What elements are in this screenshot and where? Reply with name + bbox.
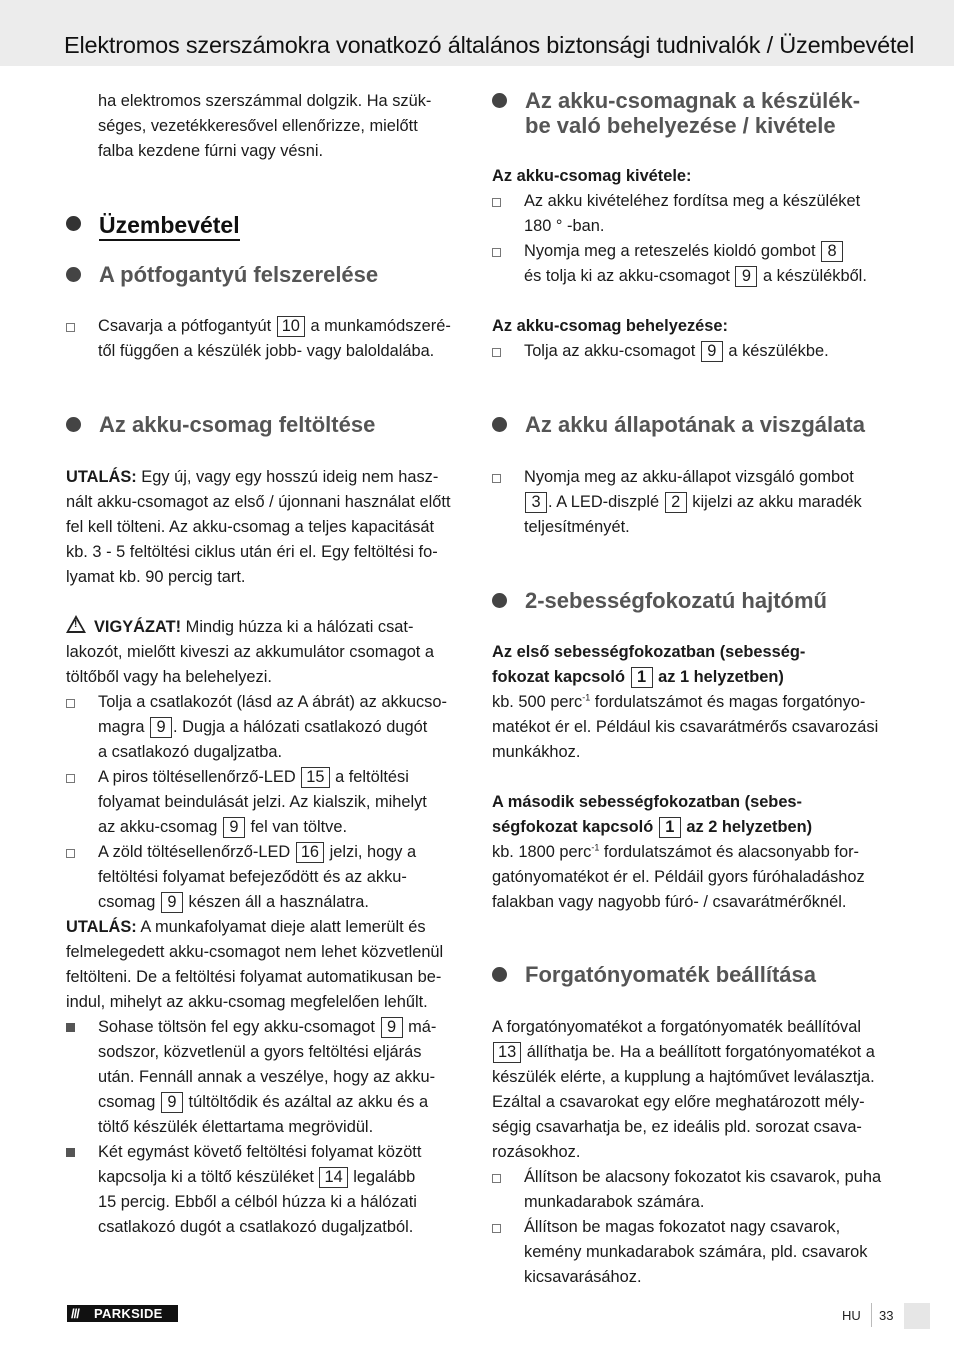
ref-number: 9 (223, 817, 245, 838)
checkbox-bullet-icon (66, 323, 75, 332)
ref-number: 9 (161, 892, 183, 913)
ref-number: 8 (821, 241, 843, 262)
ref-number: 9 (701, 341, 723, 362)
checkbox-bullet-icon (492, 248, 501, 257)
checkbox-bullet-icon (492, 1174, 501, 1183)
insert-label: Az akku-csomag behelyezése: (492, 317, 728, 335)
bullet-icon (492, 93, 507, 108)
bullet-icon (492, 417, 507, 432)
ref-number: 9 (150, 717, 172, 738)
page-number: 33 (879, 1308, 894, 1323)
checkbox-bullet-icon (66, 774, 75, 783)
ref-number: 3 (525, 492, 547, 513)
parkside-logo: /// PARKSIDE (67, 1305, 178, 1322)
checkbox-bullet-icon (66, 849, 75, 858)
footer-divider (871, 1303, 872, 1327)
warning-text: !VIGYÁZAT! Mindig húzza ki a hálózati csat- lakozót, mielőtt kiveszi az akkumulátor csomagot a töltőből vagy ha belehelyezi. (66, 615, 468, 690)
ref-number: 9 (381, 1017, 403, 1038)
note-text: UTALÁS: Egy új, vagy egy hosszú ideig nem hasz- nált akku-csomagot az első / újonnani használat előtt fel kell tölteni. Az akku-csomag a teljes kapacitását kb. 3 - 5 feltöltési ciklus után éri el. Egy feltöltési fo- lyamat kb. 90 percig tart. (66, 468, 451, 586)
intro-text: ha elektromos szerszámmal dolgzik. Ha szük- séges, vezetékkeresővel ellenőrizze, mielőtt falba kezdene fúrni vagy vésni. (98, 92, 432, 160)
bullet-icon (66, 216, 81, 231)
gear1-text: Az első sebességfokozatban (sebesség- fokozat kapcsoló 1 az 1 helyzetben) kb. 500 perc$^{-1}$ fordulatszámot és magas forgatónyo- matékot ér el. Például kis csavarátmérős csavarozási munkákhoz. (492, 643, 879, 761)
ref-number: 9 (161, 1092, 183, 1113)
page-title: Elektromos szerszámokra vonatkozó általános biztonsági tudnivalók / Üzembevétel (64, 32, 915, 58)
square-bullet-icon (66, 1023, 75, 1032)
bullet-icon (492, 967, 507, 982)
bullet-icon (66, 267, 81, 282)
square-bullet-icon (66, 1148, 75, 1157)
ref-number: 9 (735, 266, 757, 287)
bullet-icon (66, 417, 81, 432)
bullet-icon (492, 593, 507, 608)
gear2-text: A második sebességfokozatban (sebes- ségfokozat kapcsoló 1 az 2 helyzetben) kb. 1800 perc$^{-1}$ fordulatszámot és alacsonyabb for- gatónyomatékot ér el. Példáil gyors fúróhaladáshoz falakban vagy nagyobb fúró- / csavarátmérőknél. (492, 793, 865, 911)
ref-number: 10 (277, 316, 305, 337)
remove-label: Az akku-csomag kivétele: (492, 167, 692, 185)
checkbox-bullet-icon (66, 699, 75, 708)
ref-number: 13 (493, 1042, 521, 1063)
ref-number: 2 (665, 492, 687, 513)
checkbox-bullet-icon (492, 198, 501, 207)
ref-number: 14 (319, 1167, 347, 1188)
page-tab-marker (904, 1303, 930, 1329)
ref-number: 1 (659, 817, 681, 838)
warning-icon (66, 615, 86, 633)
checkbox-bullet-icon (492, 474, 501, 483)
ref-number: 15 (301, 767, 329, 788)
note-text: UTALÁS: A munkafolyamat dieje alatt lemerült és felmelegedett akku-csomagot nem lehet közvetlenül feltölteni. De a feltöltési folyamat automatikusan be- indul, mihelyt az akku-csomag megfelelően lehűlt. (66, 918, 444, 1011)
page-header (0, 0, 954, 66)
checkbox-bullet-icon (492, 348, 501, 357)
language-code: HU (842, 1308, 861, 1323)
torque-text: A forgatónyomatékot a forgatónyomaték beállítóval 13 állíthatja be. Ha a beállított forgatónyomatékot a készülék elérte, a kupplung a hajtóművet leválasztja. Ezáltal a csavarokat egy előre meghatározott mély- ségig csavarhatja be, ez ideális pld. sorozat csava- rozásokhoz. (492, 1018, 875, 1161)
ref-number: 1 (631, 667, 653, 688)
ref-number: 16 (296, 842, 324, 863)
checkbox-bullet-icon (492, 1224, 501, 1233)
